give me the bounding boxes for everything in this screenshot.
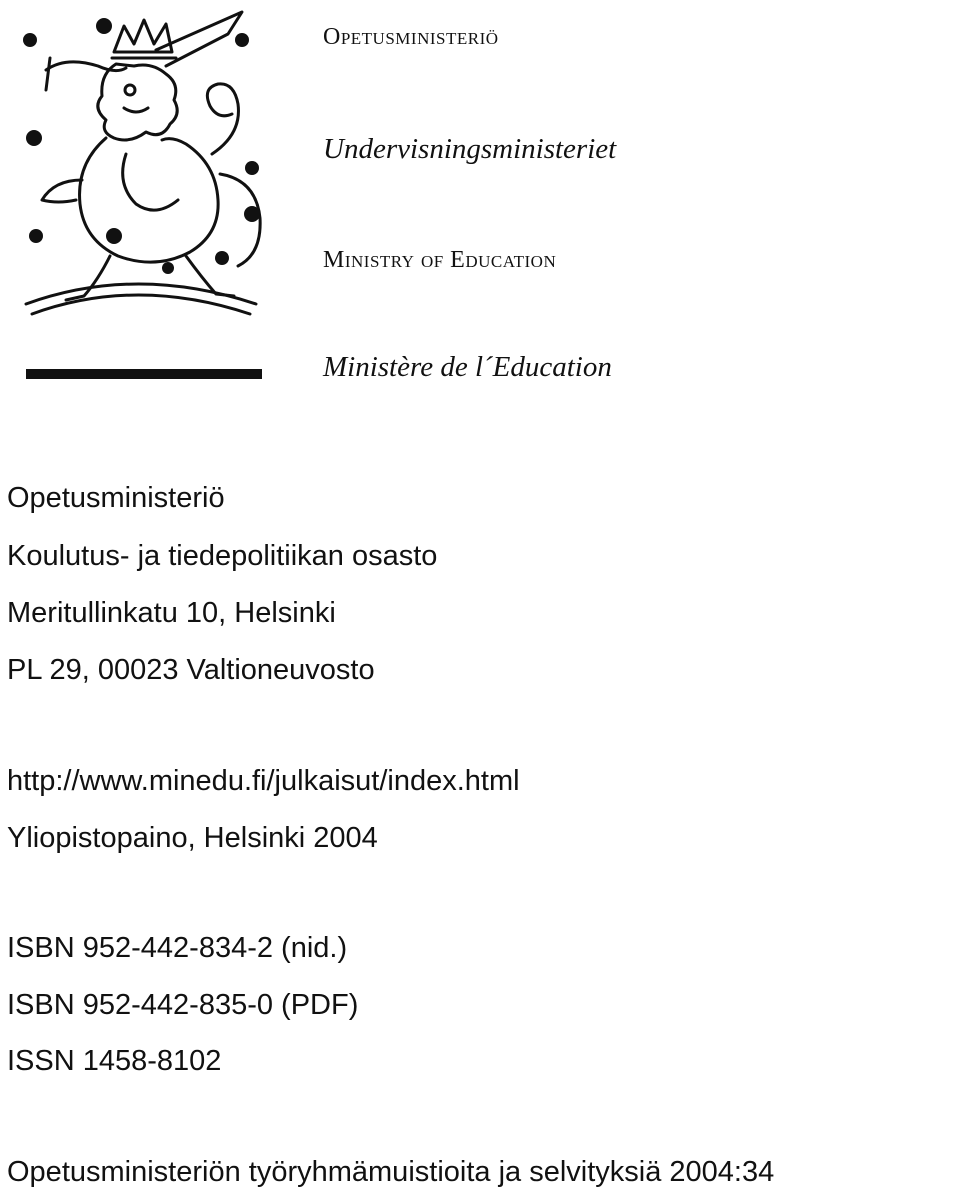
isbn-pdf: ISBN 952-442-835-0 (PDF) bbox=[7, 989, 359, 1021]
printer-line: Yliopistopaino, Helsinki 2004 bbox=[7, 822, 378, 854]
publisher-name: Opetusministeriö bbox=[7, 482, 225, 514]
publisher-department: Koulutus- ja tiedepolitiikan osasto bbox=[7, 540, 438, 572]
publications-url[interactable]: http://www.minedu.fi/julkaisut/index.html bbox=[7, 765, 520, 797]
isbn-print: ISBN 952-442-834-2 (nid.) bbox=[7, 932, 348, 964]
ministry-name-swedish: Undervisningsministeriet bbox=[323, 133, 617, 165]
series-title: Opetusministeriön työryhmämuistioita ja selvityksiä 2004:34 bbox=[7, 1156, 775, 1188]
publisher-postal-address: PL 29, 00023 Valtioneuvosto bbox=[7, 654, 375, 686]
publisher-street-address: Meritullinkatu 10, Helsinki bbox=[7, 597, 336, 629]
ministry-name-english: Ministry of Education bbox=[323, 247, 557, 273]
issn: ISSN 1458-8102 bbox=[7, 1045, 222, 1077]
ministry-name-finnish: Opetusministeriö bbox=[323, 24, 499, 50]
ministry-name-french: Ministère de l´Education bbox=[323, 351, 612, 383]
